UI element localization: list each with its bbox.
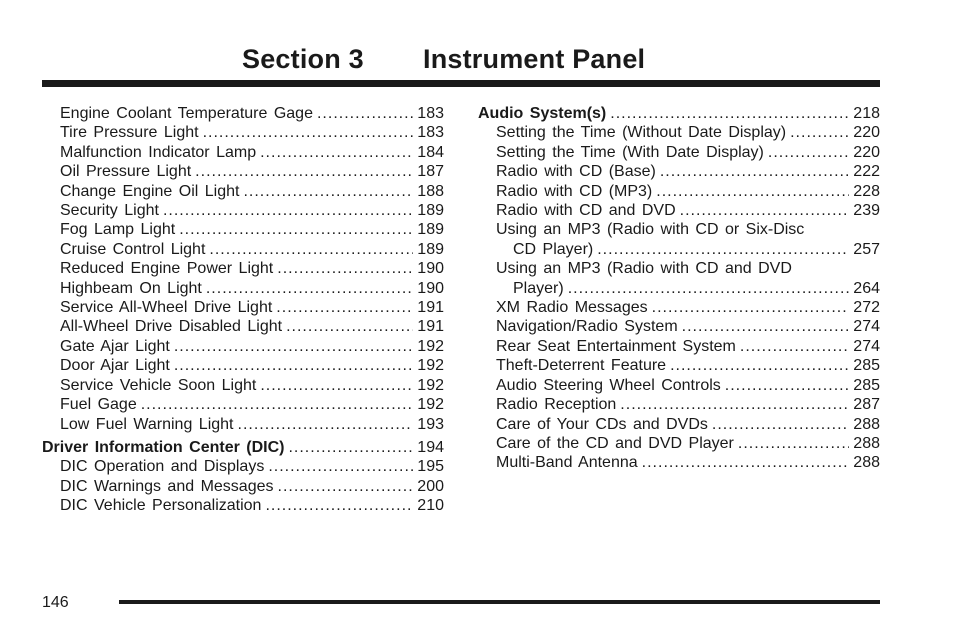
toc-entry[interactable] bbox=[478, 123, 880, 142]
toc-entry-page: 285 bbox=[853, 357, 880, 375]
toc-entry-page: 272 bbox=[853, 299, 880, 317]
toc-entry-label: Fuel Gage bbox=[60, 396, 137, 414]
toc-entry-page: 183 bbox=[417, 124, 444, 142]
leader-dots bbox=[286, 317, 413, 336]
toc-entry-label: Oil Pressure Light bbox=[60, 163, 192, 181]
toc-entry-label: Malfunction Indicator Lamp bbox=[60, 143, 257, 161]
leader-dots bbox=[317, 104, 413, 123]
toc-entry-page: 189 bbox=[417, 240, 444, 258]
toc-entry[interactable] bbox=[42, 182, 444, 201]
leader-dots bbox=[265, 496, 413, 515]
toc-entry[interactable] bbox=[42, 376, 444, 395]
toc-entry[interactable] bbox=[42, 104, 444, 123]
toc-entry-page: 189 bbox=[417, 202, 444, 220]
leader-dots bbox=[238, 415, 414, 434]
toc-entry[interactable] bbox=[478, 356, 880, 375]
page-number: 146 bbox=[42, 594, 69, 611]
toc-entry-page: 228 bbox=[853, 182, 880, 200]
toc-entry-page: 218 bbox=[853, 105, 880, 122]
toc-entry-page: 239 bbox=[853, 202, 880, 220]
section-title bbox=[0, 40, 954, 80]
toc-entry-label: Reduced Engine Power Light bbox=[60, 260, 274, 278]
toc-entry[interactable] bbox=[478, 337, 880, 356]
leader-dots bbox=[243, 182, 413, 201]
toc-entry-page: 192 bbox=[417, 396, 444, 414]
toc-entry[interactable] bbox=[478, 376, 880, 395]
toc-heading-dic[interactable] bbox=[42, 438, 444, 457]
toc-entry[interactable] bbox=[42, 317, 444, 336]
toc-entry-page: 191 bbox=[417, 299, 444, 317]
toc-entry-label: Service Vehicle Soon Light bbox=[60, 376, 257, 394]
toc-entry-page: 220 bbox=[853, 143, 880, 161]
leader-dots bbox=[278, 477, 414, 496]
toc-entry-label: Audio System(s) bbox=[478, 105, 607, 122]
toc-entry-label: DIC Operation and Displays bbox=[60, 458, 265, 476]
toc-entry-page: 190 bbox=[417, 279, 444, 297]
toc-entry[interactable] bbox=[42, 477, 444, 496]
toc-entry-page: 183 bbox=[417, 105, 444, 122]
toc-entry-page: 193 bbox=[417, 415, 444, 433]
leader-dots bbox=[610, 104, 849, 123]
toc-entry-label: Multi-Band Antenna bbox=[496, 454, 638, 472]
toc-entry-label-line1: Using an MP3 (Radio with CD or Six-Disc bbox=[496, 221, 805, 239]
toc-entry[interactable] bbox=[42, 356, 444, 375]
toc-entry[interactable] bbox=[42, 220, 444, 239]
toc-entry-page: 222 bbox=[853, 163, 880, 181]
leader-dots bbox=[790, 123, 849, 142]
toc-entry[interactable] bbox=[42, 279, 444, 298]
toc-entry[interactable] bbox=[42, 162, 444, 181]
section-number: Section 3 bbox=[242, 44, 364, 74]
toc-entry-label-line2: CD Player) bbox=[513, 240, 594, 258]
toc-entry-label: Gate Ajar Light bbox=[60, 337, 170, 355]
leader-dots bbox=[597, 240, 849, 259]
toc-entry[interactable] bbox=[42, 415, 444, 434]
leader-dots bbox=[656, 182, 849, 201]
leader-dots bbox=[260, 376, 413, 395]
toc-entry-label-line1: Using an MP3 (Radio with CD and DVD bbox=[496, 260, 792, 278]
toc-entry-label: Rear Seat Entertainment System bbox=[496, 337, 736, 355]
toc-entry[interactable] bbox=[42, 457, 444, 476]
toc-entry-page: 288 bbox=[853, 434, 880, 452]
toc-entry-label-line2: Player) bbox=[513, 279, 564, 297]
leader-dots bbox=[740, 337, 849, 356]
leader-dots bbox=[141, 395, 414, 414]
toc-entry-page: 192 bbox=[417, 357, 444, 375]
toc-entry-label: Theft-Deterrent Feature bbox=[496, 357, 667, 375]
leader-dots bbox=[768, 143, 849, 162]
leader-dots bbox=[642, 453, 850, 472]
toc-entry[interactable] bbox=[478, 201, 880, 220]
toc-entry-page: 195 bbox=[417, 458, 444, 476]
leader-dots bbox=[179, 220, 413, 239]
toc-entry-label: Radio with CD (Base) bbox=[496, 163, 656, 181]
toc-entry-label: Fog Lamp Light bbox=[60, 221, 176, 239]
toc-entry-page: 200 bbox=[417, 477, 444, 495]
toc-entry-page: 190 bbox=[417, 260, 444, 278]
toc-entry-page: 288 bbox=[853, 415, 880, 433]
leader-dots bbox=[568, 279, 850, 298]
toc-entry-page: 285 bbox=[853, 376, 880, 394]
toc-entry-page: 194 bbox=[417, 438, 444, 456]
leader-dots bbox=[277, 259, 413, 278]
toc-entry-mp3-six-disc[interactable] bbox=[478, 220, 880, 259]
toc-entry-label: Setting the Time (With Date Display) bbox=[496, 143, 764, 161]
toc-entry-page: 192 bbox=[417, 376, 444, 394]
leader-dots bbox=[682, 317, 850, 336]
toc-entry[interactable] bbox=[478, 453, 880, 472]
toc-entry-label: Audio Steering Wheel Controls bbox=[496, 376, 721, 394]
toc-entry-label: Tire Pressure Light bbox=[60, 124, 199, 142]
toc-entry-label: Security Light bbox=[60, 202, 159, 220]
toc-entry-page: 288 bbox=[853, 454, 880, 472]
leader-dots bbox=[660, 162, 849, 181]
toc-entry[interactable] bbox=[478, 317, 880, 336]
toc-entry[interactable] bbox=[478, 182, 880, 201]
toc-entry-page: 274 bbox=[853, 318, 880, 336]
toc-entry-label: Service All-Wheel Drive Light bbox=[60, 299, 273, 317]
toc-entry[interactable] bbox=[478, 434, 880, 453]
toc-entry-page: 192 bbox=[417, 337, 444, 355]
toc-entry-label: XM Radio Messages bbox=[496, 299, 648, 317]
toc-entry[interactable] bbox=[42, 259, 444, 278]
toc-entry-page: 184 bbox=[417, 143, 444, 161]
toc-entry-label: DIC Warnings and Messages bbox=[60, 477, 274, 495]
toc-entry-page: 188 bbox=[417, 182, 444, 200]
toc-entry[interactable] bbox=[42, 337, 444, 356]
leader-dots bbox=[680, 201, 850, 220]
leader-dots bbox=[652, 298, 850, 317]
leader-dots bbox=[260, 143, 413, 162]
leader-dots bbox=[670, 356, 849, 375]
toc-entry-page: 189 bbox=[417, 221, 444, 239]
toc-entry-page: 210 bbox=[417, 497, 444, 515]
toc-entry-label: Door Ajar Light bbox=[60, 357, 170, 375]
toc-entry-label: Cruise Control Light bbox=[60, 240, 206, 258]
toc-entry-page: 287 bbox=[853, 396, 880, 414]
leader-dots bbox=[209, 240, 413, 259]
leader-dots bbox=[174, 356, 413, 375]
toc-entry-label: Care of Your CDs and DVDs bbox=[496, 415, 708, 433]
leader-dots bbox=[276, 298, 413, 317]
toc-heading-audio[interactable] bbox=[478, 104, 880, 123]
toc-entry-label: Driver Information Center (DIC) bbox=[42, 438, 285, 456]
toc-entry-label: Change Engine Oil Light bbox=[60, 182, 240, 200]
toc-entry-label: Setting the Time (Without Date Display) bbox=[496, 124, 787, 142]
leader-dots bbox=[268, 457, 413, 476]
toc-entry-page: 274 bbox=[853, 337, 880, 355]
toc-entry-label: Care of the CD and DVD Player bbox=[496, 434, 734, 452]
toc-entry[interactable] bbox=[478, 162, 880, 181]
footer-rule bbox=[119, 600, 880, 604]
toc-entry[interactable] bbox=[42, 298, 444, 317]
toc-entry-page: 191 bbox=[417, 318, 444, 336]
title-rule bbox=[42, 80, 880, 87]
toc-entry-label: Radio Reception bbox=[496, 396, 617, 414]
toc-entry-label: Highbeam On Light bbox=[60, 279, 202, 297]
toc-entry[interactable] bbox=[42, 201, 444, 220]
toc-entry[interactable] bbox=[478, 298, 880, 317]
leader-dots bbox=[712, 415, 849, 434]
toc-entry-page: 187 bbox=[417, 163, 444, 181]
toc-entry-label: Navigation/Radio System bbox=[496, 318, 678, 336]
toc-entry-label: DIC Vehicle Personalization bbox=[60, 497, 262, 515]
toc-entry-page: 257 bbox=[853, 240, 880, 258]
toc-entry-label: Radio with CD (MP3) bbox=[496, 182, 653, 200]
leader-dots bbox=[288, 438, 413, 457]
toc-entry[interactable] bbox=[42, 143, 444, 162]
leader-dots bbox=[174, 337, 413, 356]
leader-dots bbox=[163, 201, 413, 220]
toc-entry-mp3-cd-dvd[interactable] bbox=[478, 259, 880, 298]
toc-entry-label: Radio with CD and DVD bbox=[496, 202, 676, 220]
leader-dots bbox=[195, 162, 413, 181]
toc-entry[interactable] bbox=[42, 123, 444, 142]
toc-entry[interactable] bbox=[42, 395, 444, 414]
toc-entry-page: 220 bbox=[853, 124, 880, 142]
toc-entry[interactable] bbox=[478, 415, 880, 434]
toc-entry-label: All-Wheel Drive Disabled Light bbox=[60, 318, 283, 336]
leader-dots bbox=[620, 395, 849, 414]
leader-dots bbox=[203, 123, 414, 142]
toc-entry[interactable] bbox=[42, 240, 444, 259]
toc-entry-label: Engine Coolant Temperature Gage bbox=[60, 105, 313, 122]
leader-dots bbox=[725, 376, 850, 395]
leader-dots bbox=[738, 434, 849, 453]
toc-entry-label: Low Fuel Warning Light bbox=[60, 415, 234, 433]
toc-entry[interactable] bbox=[478, 395, 880, 414]
toc-right-column bbox=[478, 104, 880, 473]
toc-left-column bbox=[42, 104, 444, 516]
toc-entry[interactable] bbox=[42, 496, 444, 515]
section-name: Instrument Panel bbox=[423, 44, 646, 74]
toc-entry-page: 264 bbox=[853, 279, 880, 297]
leader-dots bbox=[206, 279, 413, 298]
toc-entry[interactable] bbox=[478, 143, 880, 162]
